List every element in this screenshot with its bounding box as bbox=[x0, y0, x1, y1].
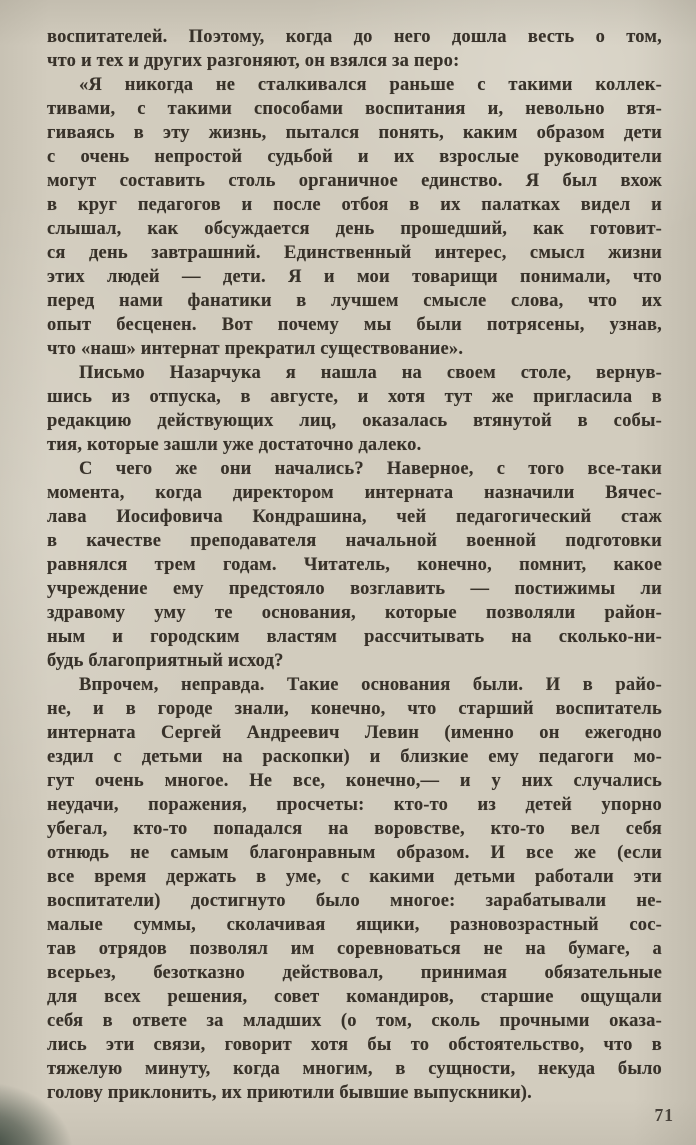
text-line: все время держать в уме, с какими детьми работали эти bbox=[47, 867, 662, 887]
text-line: этих людей — дети. Я и мои товарищи понимали, что bbox=[47, 267, 662, 287]
text-line: опыт бесценен. Вот почему мы были потрясены, узнав, bbox=[47, 315, 662, 335]
text-line: убегал, кто-то попадался на воровстве, кто-то вел себя bbox=[47, 819, 662, 839]
text-line: равнялся трем годам. Читатель, конечно, помнит, какое bbox=[47, 555, 662, 575]
text-line: отнюдь не самым благонравным образом. И все же (если bbox=[47, 843, 662, 863]
text-line: себя в ответе за младших (о том, сколь прочными оказа- bbox=[47, 1011, 662, 1031]
text-line: здравому уму те основания, которые позволяли район- bbox=[47, 603, 662, 623]
text-line: с очень непростой судьбой и их взрослые руководители bbox=[47, 147, 662, 167]
text-line: воспитателей. Поэтому, когда до него дошла весть о том, bbox=[47, 27, 662, 47]
text-line: момента, когда директором интерната назначили Вячес- bbox=[47, 483, 662, 503]
text-line: редакцию действующих лиц, оказалась втянутой в собы- bbox=[47, 411, 662, 431]
text-line: перед нами фанатики в лучшем смысле слова, что их bbox=[47, 291, 662, 311]
text-line: Впрочем, неправда. Такие основания были. И в райо- bbox=[79, 675, 662, 695]
page-number: 71 bbox=[654, 1105, 674, 1125]
text-line: тяжелую минуту, когда многим, в сущности, некуда было bbox=[47, 1059, 662, 1079]
text-line: интерната Сергей Андреевич Левин (именно он ежегодно bbox=[47, 723, 662, 743]
text-line: тивами, с такими способами воспитания и, невольно втя- bbox=[47, 99, 662, 119]
text-line: воспитатели) достигнуто было многое: зарабатывали не- bbox=[47, 891, 662, 911]
text-line: «Я никогда не сталкивался раньше с такими коллек- bbox=[79, 75, 662, 95]
text-line: тия, которые зашли уже достаточно далеко. bbox=[47, 435, 422, 455]
text-line: могут составить столь органичное единство. Я был вхож bbox=[47, 171, 662, 191]
text-line: учреждение ему предстояло возглавить — постижимы ли bbox=[47, 579, 662, 599]
text-line: для всех решения, совет командиров, старшие ощущали bbox=[47, 987, 662, 1007]
text-line: слышал, как обсуждается день прошедший, как готовит- bbox=[47, 219, 662, 239]
text-line: что «наш» интернат прекратил существование». bbox=[47, 339, 464, 359]
text-line: лись эти связи, говорит хотя бы то обстоятельство, что в bbox=[47, 1035, 662, 1055]
text-line: шись из отпуска, в августе, и хотя тут же пригласила в bbox=[47, 387, 662, 407]
text-line: лава Иосифовича Кондрашина, чей педагогический стаж bbox=[47, 507, 662, 527]
text-line: всерьез, безотказно действовал, принимая обязательные bbox=[47, 963, 662, 983]
text-line: не, и в городе знали, конечно, что старший воспитатель bbox=[47, 699, 662, 719]
text-line: ным и городским властям рассчитывать на сколько-ни- bbox=[47, 627, 662, 647]
text-line: малые суммы, сколачивая ящики, разновозрастный сос- bbox=[47, 915, 662, 935]
text-line: что и тех и других разгоняют, он взялся за перо: bbox=[47, 51, 460, 71]
text-line: гиваясь в эту жизнь, пытался понять, каким образом дети bbox=[47, 123, 662, 143]
text-line: голову приклонить, их приютили бывшие выпускники). bbox=[47, 1083, 532, 1103]
text-line: будь благоприятный исход? bbox=[47, 651, 284, 671]
text-line: ездил с детьми на раскопки) и близкие ему педагоги мо- bbox=[47, 747, 662, 767]
text-block bbox=[47, 25, 662, 1105]
text-line: ся день завтрашний. Единственный интерес, смысл жизни bbox=[47, 243, 662, 263]
text-line: в качестве преподавателя начальной военной подготовки bbox=[47, 531, 662, 551]
text-line: Письмо Назарчука я нашла на своем столе, вернув- bbox=[79, 363, 662, 383]
text-line: в круг педагогов и после отбоя в их палатках видел и bbox=[47, 195, 662, 215]
text-line: тав отрядов позволял им соревноваться не на бумаге, а bbox=[47, 939, 662, 959]
text-line: С чего же они начались? Наверное, с того все-таки bbox=[79, 459, 662, 479]
text-line: неудачи, поражения, просчеты: кто-то из детей упорно bbox=[47, 795, 662, 815]
text-line: гут очень многое. Не все, конечно,— и у них случались bbox=[47, 771, 662, 791]
